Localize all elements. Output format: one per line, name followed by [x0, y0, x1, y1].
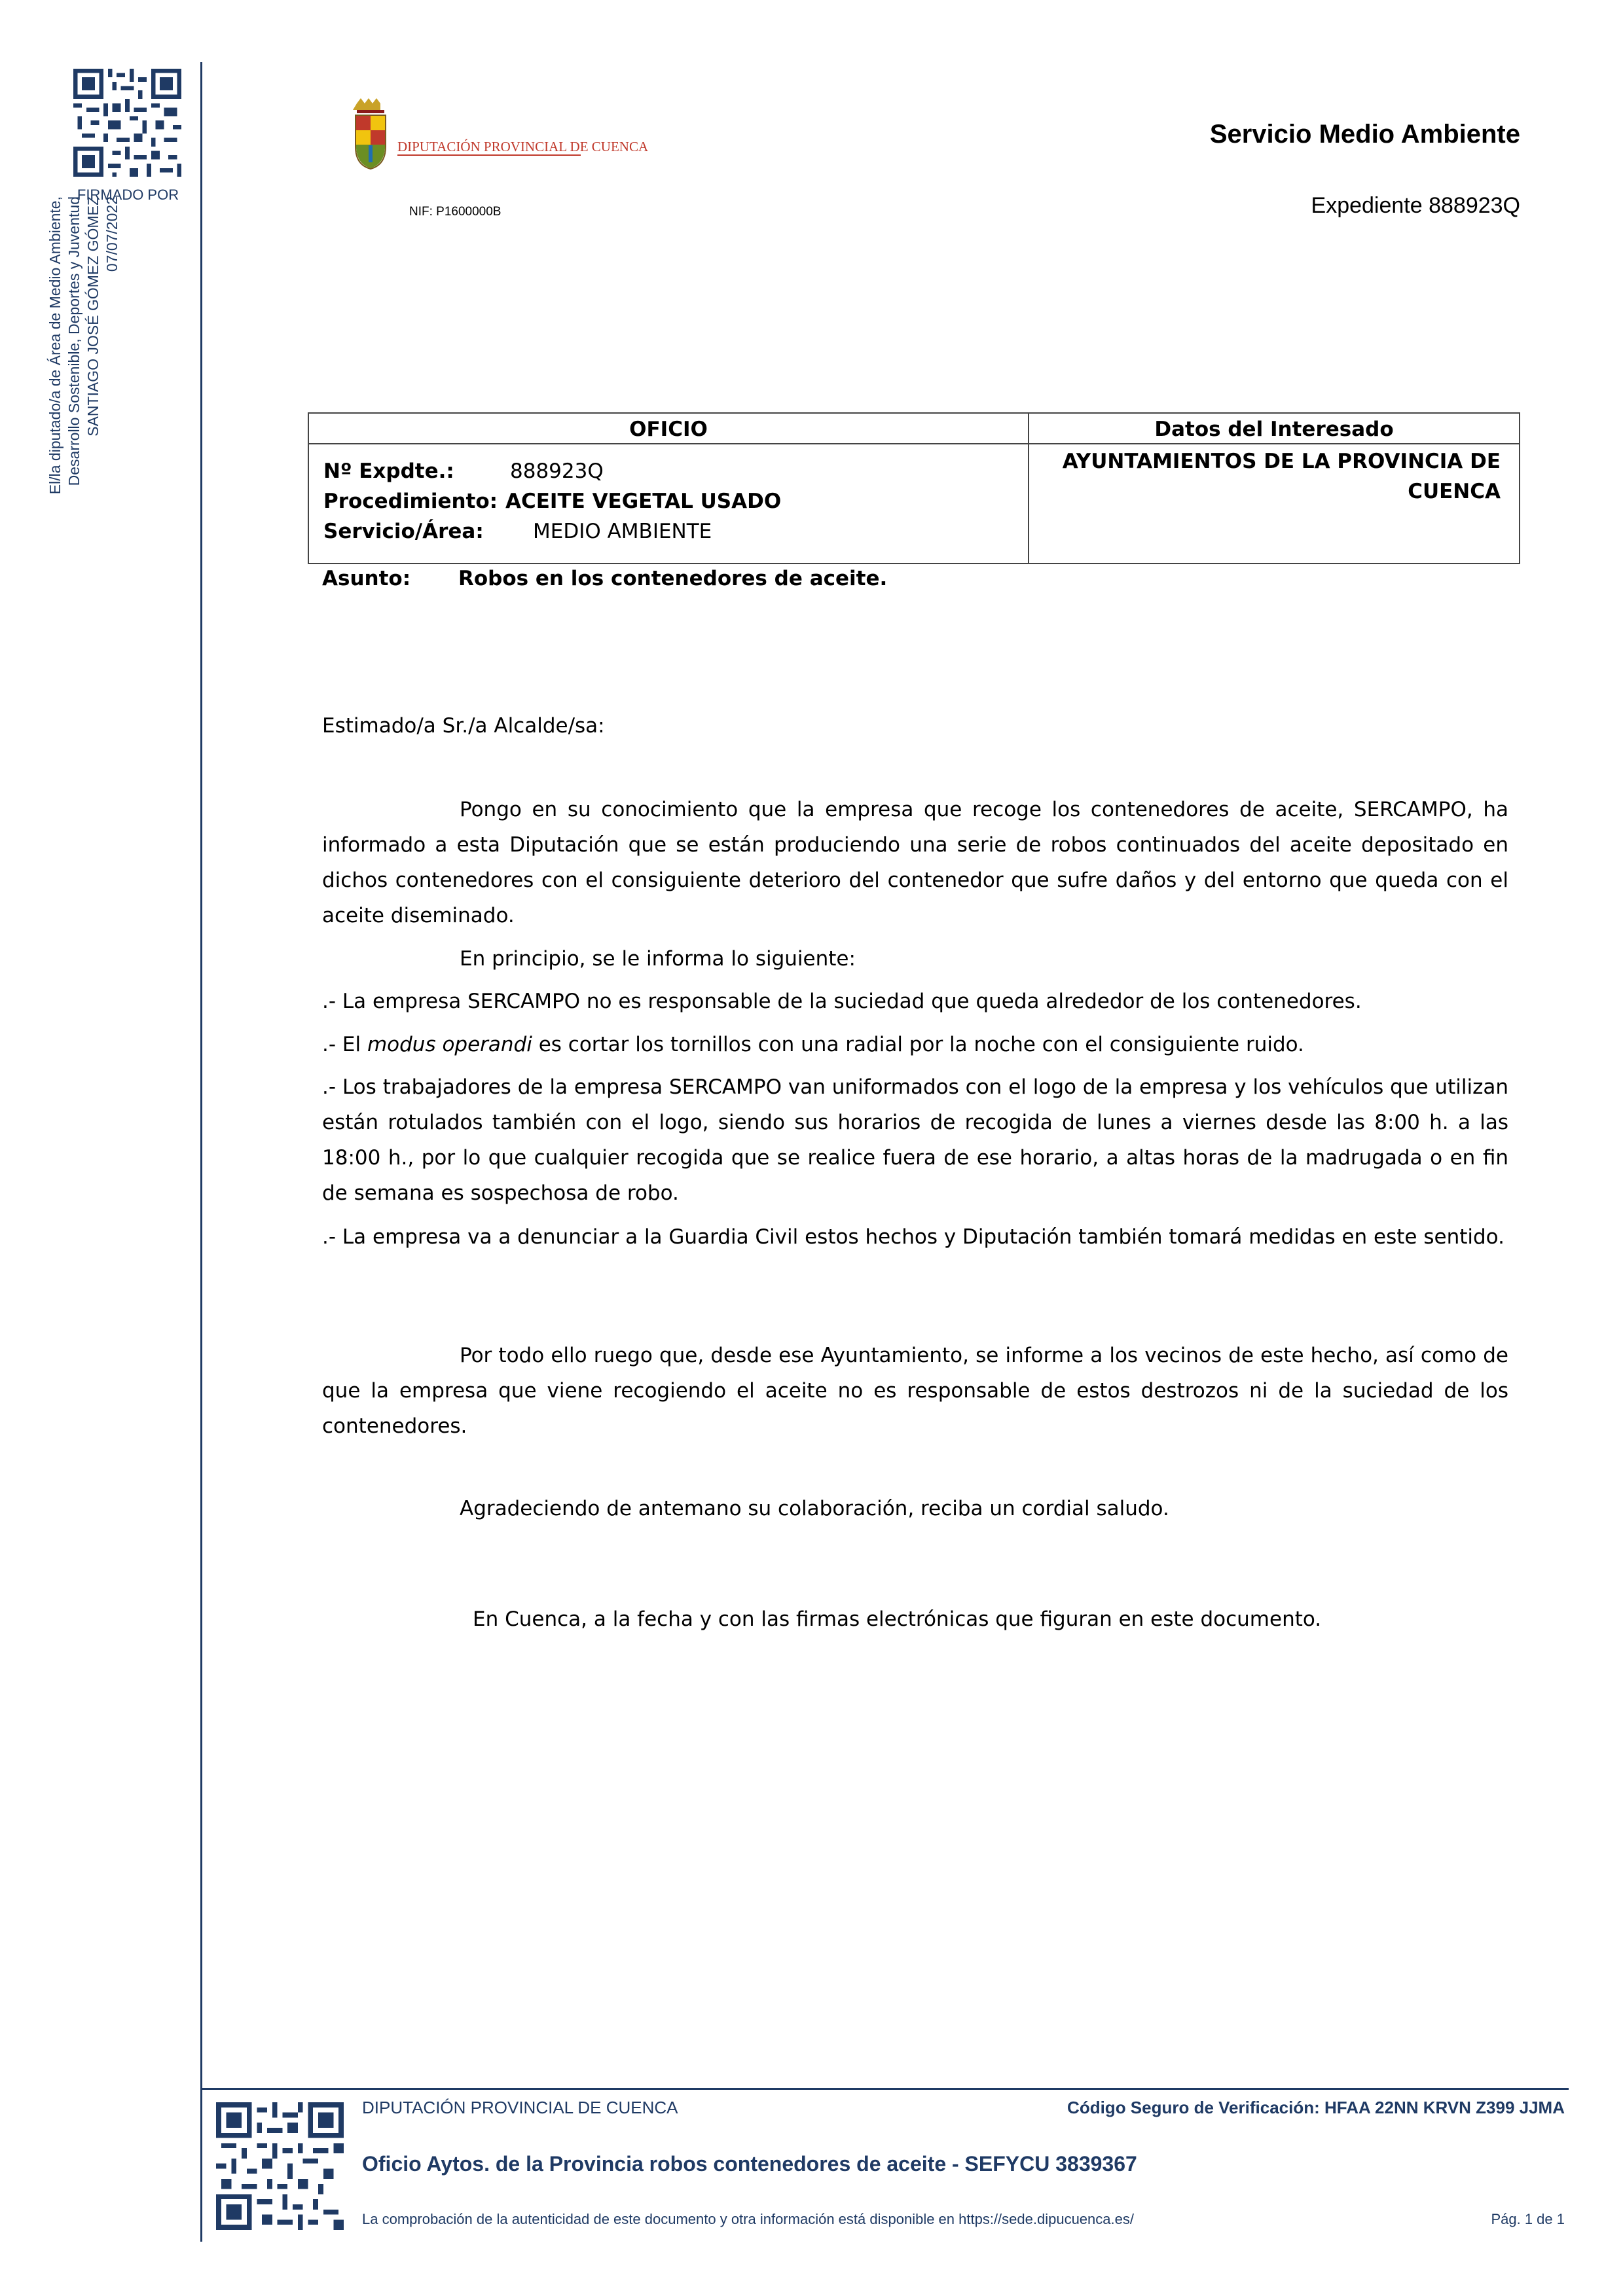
table-header-oficio: OFICIO [629, 418, 708, 441]
sidebar-divider [200, 62, 202, 2242]
list-item-text: .- El [322, 1033, 367, 1056]
signer-info [46, 196, 177, 563]
field-label: Servicio/Área: [323, 520, 484, 543]
list-item: .- La empresa SERCAMPO no es responsable de la suciedad que queda alrededor de los contenedores. [322, 990, 1362, 1013]
service-title: Servicio Medio Ambiente [1209, 120, 1520, 149]
nif-label: NIF: P1600000B [409, 205, 501, 219]
footer-organization: DIPUTACIÓN PROVINCIAL DE CUENCA [362, 2098, 678, 2117]
table-row [323, 520, 712, 543]
asunto-value: Robos en los contenedores de aceite. [458, 567, 888, 590]
paragraph: Agradeciendo de antemano su colaboración, reciba un cordial saludo. [460, 1497, 1169, 1520]
field-label: Procedimiento: [323, 490, 498, 513]
table-row-divider [309, 443, 1519, 444]
interesado-value: AYUNTAMIENTOS DE LA PROVINCIA DE CUENCA [1062, 450, 1501, 503]
svg-text:DIPUTACIÓN PROVINCIAL DE CUENC: DIPUTACIÓN PROVINCIAL DE CUENCA [397, 139, 649, 154]
paragraph: Pongo en su conocimiento que la empresa que recoge los contenedores de aceite, SERCAMPO, ha informado a esta Diputación que se están produciendo una serie de robos continuados del aceite depositado en dichos contenedores con el consiguiente deterioro del contenedor que sufre daños y del entorno que queda con el aceite diseminado. [322, 798, 1508, 927]
list-item: .- Los trabajadores de la empresa SERCAMPO van uniformados con el logo de la empresa y los vehículos que utilizan están rotulados también con el logo, siendo sus horarios de recogida de lunes a viernes desde las 8:00 h. a las 18:00 h., por lo que cualquier recogida que se realice fuera de ese horario, a altas horas de la madrugada o en fin de semana es sospechosa de robo. [322, 1075, 1508, 1205]
coat-of-arms-icon [350, 98, 649, 187]
verification-code: Código Seguro de Verificación: HFAA 22NN KRVN Z399 JJMA [1067, 2098, 1565, 2117]
field-value: ACEITE VEGETAL USADO [505, 490, 782, 513]
qr-code-icon [216, 2102, 344, 2230]
oficio-table [308, 412, 1520, 564]
signer-date: 07/07/2022 [103, 196, 120, 272]
footer-divider [200, 2088, 1569, 2090]
signer-line: Desarrollo Sostenible, Deportes y Juventud [65, 196, 82, 486]
field-value: MEDIO AMBIENTE [533, 520, 712, 543]
paragraph: En principio, se le informa lo siguiente: [460, 947, 856, 971]
footer-document-title: Oficio Aytos. de la Provincia robos contenedores de aceite - SEFYCU 3839367 [362, 2152, 1137, 2176]
signer-name: SANTIAGO JOSÉ GÓMEZ GÓMEZ [84, 196, 101, 437]
signer-line: El/la diputado/a de Área de Medio Ambiente, [46, 196, 64, 495]
asunto-label: Asunto: [322, 567, 411, 590]
table-row [323, 459, 604, 483]
paragraph: Por todo ello ruego que, desde ese Ayuntamiento, se informe a los vecinos de este hecho, así como de que la empresa que viene recogiendo el aceite no es responsable de estos destrozos ni de la suciedad de los contenedores. [322, 1344, 1508, 1438]
signed-by-label: FIRMADO POR [77, 187, 179, 203]
list-item: .- La empresa va a denunciar a la Guardia Civil estos hechos y Diputación también tomará medidas en este sentido. [322, 1225, 1504, 1249]
asunto-row [322, 567, 887, 590]
list-item-text: es cortar los tornillos con una radial por la noche con el consiguiente ruido. [532, 1033, 1304, 1056]
table-row [323, 490, 781, 513]
qr-code-icon [73, 69, 181, 177]
closing: En Cuenca, a la fecha y con las firmas electrónicas que figuran en este documento. [473, 1607, 1322, 1631]
greeting: Estimado/a Sr./a Alcalde/sa: [322, 714, 605, 738]
field-value: 888923Q [510, 459, 604, 483]
institution-logo [350, 98, 649, 187]
page-number: Pág. 1 de 1 [1491, 2211, 1565, 2227]
table-header-interesado: Datos del Interesado [1154, 418, 1394, 441]
field-label: Nº Expdte.: [323, 459, 454, 483]
emphasis-text: modus operandi [367, 1033, 532, 1056]
footer-verification-note: La comprobación de la autenticidad de este documento y otra información está disponible en https://sede.dipucuenca.es/ [362, 2211, 1134, 2227]
expediente-label: Expediente 888923Q [1311, 193, 1520, 218]
list-item [322, 1027, 1508, 1062]
